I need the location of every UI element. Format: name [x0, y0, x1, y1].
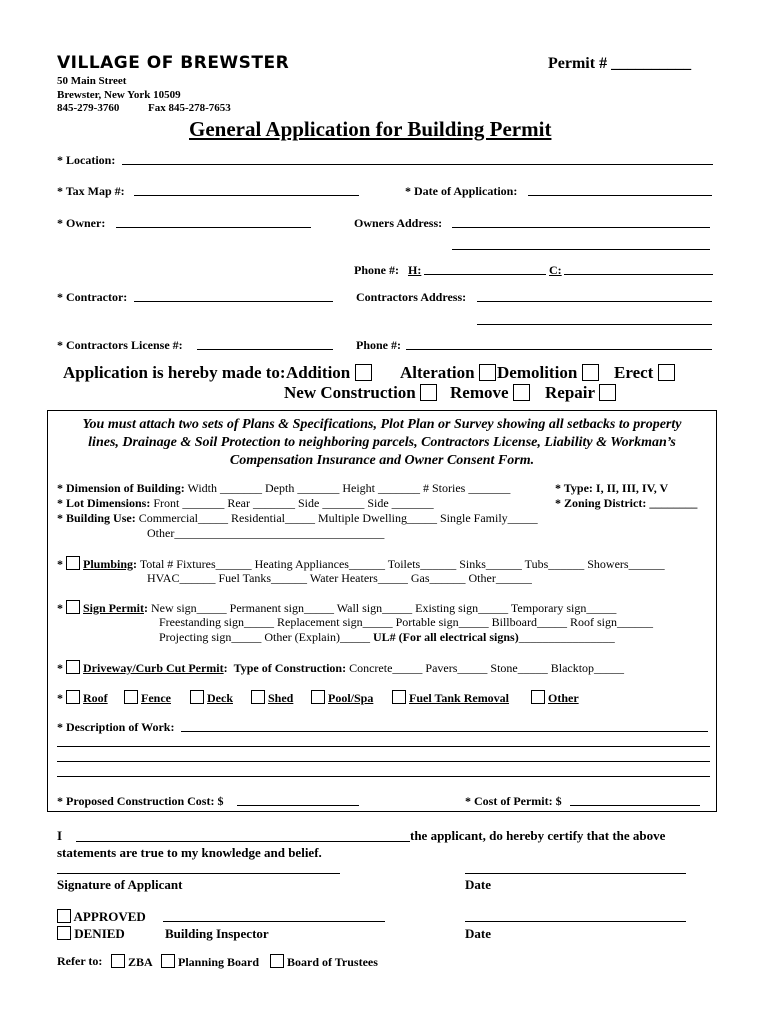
lot-dimensions-label: * Lot Dimensions: [57, 496, 151, 510]
new-construction-checkbox[interactable] [420, 384, 437, 401]
shed-checkbox[interactable] [251, 690, 265, 704]
sign-permit-checkbox[interactable] [66, 600, 80, 614]
sign-permit-row: * Sign Permit: New sign_____ Permanent sign_____ Wall sign_____ Existing sign_____ Temporary sign_____ [57, 601, 617, 615]
zba-checkbox[interactable] [111, 954, 125, 968]
owner-phone-cell-label: C: [549, 263, 562, 277]
repair-label: Repair [545, 383, 595, 402]
erect-label: Erect [614, 363, 654, 382]
applicant-date-line[interactable] [465, 873, 686, 874]
other-label: Other [548, 691, 579, 705]
sign-permit-row-3 [159, 630, 615, 645]
plumbing-label: Plumbing [83, 557, 134, 571]
contractor-field[interactable] [134, 301, 333, 302]
addition-option[interactable] [286, 363, 372, 383]
date-of-application-field[interactable] [528, 195, 712, 196]
fuel-tank-option[interactable] [392, 690, 509, 706]
alteration-option[interactable] [400, 363, 496, 383]
alteration-checkbox[interactable] [479, 364, 496, 381]
driveway-row: * Driveway/Curb Cut Permit: Type of Construction: Concrete_____ Pavers_____ Stone_____ Blacktop_____ [57, 661, 625, 675]
construction-type: * Type: I, II, III, IV, V [555, 481, 669, 495]
certify-text-1: the applicant, do hereby certify that the above [410, 828, 666, 843]
fuel-tank-checkbox[interactable] [392, 690, 406, 704]
alteration-label: Alteration [400, 363, 475, 382]
proposed-cost-label: * Proposed Construction Cost: $ [57, 794, 224, 808]
denied-option[interactable] [57, 926, 125, 942]
building-use-fields[interactable]: Commercial_____ Residential_____ Multiple Dwelling_____ Single Family_____ [138, 511, 538, 525]
planning-board-option[interactable] [161, 954, 259, 970]
zba-option[interactable] [111, 954, 153, 970]
owner-phone-home-field[interactable] [424, 274, 546, 275]
contractors-address-field-1[interactable] [477, 301, 712, 302]
contractor-label: * Contractor: [57, 290, 128, 304]
contractors-license-label: * Contractors License #: [57, 338, 183, 352]
attachments-notice-3: Compensation Insurance and Owner Consent Form. [229, 453, 535, 468]
building-use-row [57, 511, 538, 526]
owners-address-field-1[interactable] [452, 227, 710, 228]
dimension-row [57, 481, 510, 496]
fax-number: Fax 845-278-7653 [148, 102, 231, 114]
sign-permit-fields-3[interactable]: Projecting sign_____ Other (Explain)_____ [159, 630, 370, 644]
deck-option[interactable] [190, 690, 233, 706]
applicant-date-label: Date [465, 877, 491, 892]
planning-board-checkbox[interactable] [161, 954, 175, 968]
owners-address-field-2[interactable] [452, 249, 710, 250]
driveway-label: Driveway/Curb Cut Permit [83, 661, 224, 675]
inspector-date-line[interactable] [465, 921, 686, 922]
plumbing-fields-2[interactable]: HVAC______ Fuel Tanks______ Water Heaters_____ Gas______ Other______ [147, 571, 532, 585]
other-option[interactable] [531, 690, 579, 706]
remove-option[interactable] [450, 383, 530, 403]
driveway-material-fields[interactable]: Concrete_____ Pavers_____ Stone_____ Blacktop_____ [349, 661, 625, 675]
remove-label: Remove [450, 383, 509, 402]
remove-checkbox[interactable] [513, 384, 530, 401]
board-of-trustees-checkbox[interactable] [270, 954, 284, 968]
village-name: VILLAGE OF BREWSTER [57, 53, 290, 73]
applicant-name-field[interactable] [76, 841, 410, 842]
location-label: * Location: [57, 153, 116, 167]
form-title: General Application for Building Permit [189, 117, 552, 141]
approved-option[interactable] [57, 909, 146, 925]
fence-checkbox[interactable] [124, 690, 138, 704]
lot-dimensions-row [57, 496, 434, 511]
repair-checkbox[interactable] [599, 384, 616, 401]
repair-option[interactable] [545, 383, 616, 403]
signature-line[interactable] [57, 873, 340, 874]
dimension-fields[interactable]: Width _______ Depth _______ Height _______ # Stories _______ [187, 481, 511, 495]
zba-label: ZBA [128, 955, 153, 969]
phone-number: 845-279-3760 [57, 102, 120, 114]
contractor-phone-label: Phone #: [356, 338, 401, 352]
lot-dimensions-fields[interactable]: Front _______ Rear _______ Side _______ Side _______ [153, 496, 434, 510]
zoning-district[interactable]: * Zoning District: ________ [555, 496, 698, 510]
planning-board-label: Planning Board [178, 955, 260, 969]
proposed-cost-field[interactable] [237, 805, 359, 806]
address-line-2: Brewster, New York 10509 [57, 89, 181, 101]
sign-permit-label: Sign Permit [83, 601, 144, 615]
erect-checkbox[interactable] [658, 364, 675, 381]
denied-checkbox[interactable] [57, 926, 71, 940]
sign-permit-fields-1[interactable]: New sign_____ Permanent sign_____ Wall sign_____ Existing sign_____ Temporary sign_____ [151, 601, 617, 615]
pool-option[interactable] [311, 690, 373, 706]
building-use-other[interactable]: Other___________________________________ [147, 526, 385, 540]
roof-label: Roof [83, 691, 108, 705]
construction-type-label: Type of Construction: [233, 661, 347, 675]
description-field-1[interactable] [181, 731, 708, 732]
fence-label: Fence [141, 691, 171, 705]
sign-permit-fields-2[interactable]: Freestanding sign_____ Replacement sign_____ Portable sign_____ Billboard_____ Roof sign______ [159, 615, 653, 629]
new-construction-label: New Construction [284, 383, 416, 402]
erect-option[interactable] [614, 363, 675, 383]
board-of-trustees-label: Board of Trustees [287, 955, 378, 969]
owner-phone-cell-field[interactable] [564, 274, 713, 275]
contractor-phone-field[interactable] [406, 349, 712, 350]
description-field-2[interactable] [57, 746, 710, 747]
description-label: * Description of Work: [57, 720, 175, 734]
owners-address-label: Owners Address: [354, 216, 443, 230]
approved-checkbox[interactable] [57, 909, 71, 923]
date-of-application-label: * Date of Application: [405, 184, 518, 198]
owner-phone-home-label: H: [408, 263, 422, 277]
permit-number: Permit # __________ [548, 55, 692, 72]
plumbing-fields-1[interactable]: Total # Fixtures______ Heating Appliances______ Toilets______ Sinks______ Tubs______ Showers______ [139, 557, 665, 571]
permit-cost-field[interactable] [570, 805, 700, 806]
demolition-label: Demolition [497, 363, 578, 382]
board-of-trustees-option[interactable] [270, 954, 378, 970]
denied-label: DENIED [74, 926, 125, 941]
tax-map-label: * Tax Map #: [57, 184, 125, 198]
inspector-signature-line[interactable] [163, 921, 385, 922]
description-field-4[interactable] [57, 776, 710, 777]
description-field-3[interactable] [57, 761, 710, 762]
fence-option[interactable] [124, 690, 171, 706]
roof-checkbox[interactable] [66, 690, 80, 704]
contractors-license-field[interactable] [197, 349, 333, 350]
permit-cost-label: * Cost of Permit: $ [465, 794, 562, 808]
owner-phone-label: Phone #: [354, 263, 399, 277]
attachments-notice-1: You must attach two sets of Plans & Specifications, Plot Plan or Survey showing all setbacks to property [82, 417, 682, 432]
new-construction-option[interactable] [284, 383, 437, 403]
plumbing-row: * Plumbing: Total # Fixtures______ Heating Appliances______ Toilets______ Sinks______ Tubs______ Showers______ [57, 557, 665, 571]
signature-label: Signature of Applicant [57, 877, 183, 892]
ul-number-label: UL# (For all electrical signs) [372, 630, 519, 644]
refer-to-label: Refer to: [57, 954, 103, 968]
certify-text-2: statements are true to my knowledge and belief. [57, 845, 322, 860]
building-inspector-label: Building Inspector [165, 926, 269, 941]
certify-i: I [57, 828, 63, 843]
contractors-address-label: Contractors Address: [356, 290, 467, 304]
owner-field[interactable] [116, 227, 311, 228]
demolition-option[interactable] [497, 363, 599, 383]
address-line-1: 50 Main Street [57, 75, 127, 87]
pool-label: Pool/Spa [328, 691, 374, 705]
owner-label: * Owner: [57, 216, 106, 230]
contractors-address-field-2[interactable] [477, 324, 712, 325]
misc-permit-row: * Roof [57, 691, 108, 705]
addition-checkbox[interactable] [355, 364, 372, 381]
location-field[interactable] [122, 164, 713, 165]
driveway-checkbox[interactable] [66, 660, 80, 674]
other-checkbox[interactable] [531, 690, 545, 704]
demolition-checkbox[interactable] [582, 364, 599, 381]
approved-label: APPROVED [73, 909, 146, 924]
fuel-tank-label: Fuel Tank Removal [409, 691, 510, 705]
application-lead: Application is hereby made to: [63, 363, 286, 382]
tax-map-field[interactable] [134, 195, 359, 196]
pool-checkbox[interactable] [311, 690, 325, 704]
shed-option[interactable] [251, 690, 293, 706]
building-use-label: * Building Use: [57, 511, 136, 525]
plumbing-checkbox[interactable] [66, 556, 80, 570]
addition-label: Addition [286, 363, 351, 382]
deck-label: Deck [207, 691, 233, 705]
attachments-notice-2: lines, Drainage & Soil Protection to neighboring parcels, Contractors License, Liability & Workman’s [88, 435, 676, 450]
inspector-date-label: Date [465, 926, 491, 941]
deck-checkbox[interactable] [190, 690, 204, 704]
dimension-label: * Dimension of Building: [57, 481, 185, 495]
shed-label: Shed [268, 691, 294, 705]
ul-number-field[interactable]: ________________ [518, 630, 615, 644]
